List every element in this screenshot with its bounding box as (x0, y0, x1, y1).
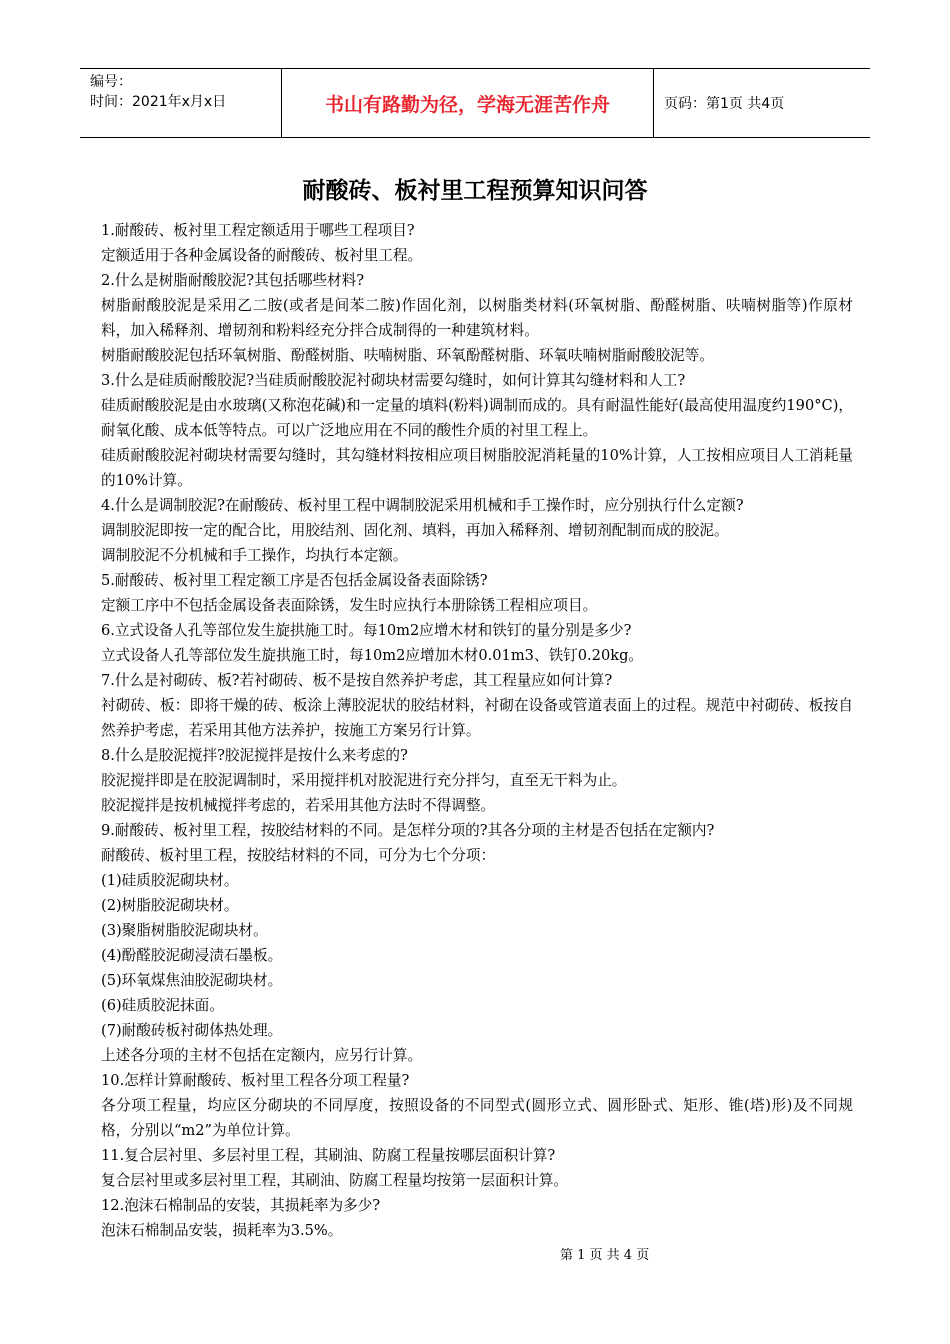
paragraph: 11.复合层衬里、多层衬里工程，其刷油、防腐工程量按哪层面积计算? (101, 1147, 556, 1164)
paragraph: 硅质耐酸胶泥是由水玻璃(又称泡花碱)和一定量的填料(粉料)调制而成的。具有耐温性能好(最高使用温度约190°C)，耐氧化酸、成本低等特点。可以广泛地应用在不同的酸性介质的衬里工程上。 (101, 397, 853, 439)
document-title: 耐酸砖、板衬里工程预算知识问答 (302, 178, 648, 204)
paragraph: 2.什么是树脂耐酸胶泥?其包括哪些材料? (101, 272, 365, 289)
paragraph: 立式设备人孔等部位发生旋拱施工时，每10m2应增加木材0.01m3、铁钉0.20kg。 (101, 647, 644, 664)
paragraph: 上述各分项的主材不包括在定额内，应另行计算。 (101, 1047, 423, 1064)
paragraph: 10.怎样计算耐酸砖、板衬里工程各分项工程量? (101, 1072, 410, 1089)
list-item: (2)树脂胶泥砌块材。 (101, 897, 239, 914)
paragraph: 树脂耐酸胶泥包括环氧树脂、酚醛树脂、呋喃树脂、环氧酚醛树脂、环氧呋喃树脂耐酸胶泥等。 (101, 347, 714, 364)
paragraph: 8.什么是胶泥搅拌?胶泥搅拌是按什么来考虑的? (101, 747, 408, 764)
document-body (101, 218, 853, 1243)
paragraph: 5.耐酸砖、板衬里工程定额工序是否包括金属设备表面除锈? (101, 572, 488, 589)
paragraph: 泡沫石棉制品安装，损耗率为3.5%。 (101, 1222, 343, 1239)
header-motto: 书山有路勤为径，学海无涯苦作舟 (282, 69, 654, 137)
paragraph: 耐酸砖、板衬里工程，按胶结材料的不同，可分为七个分项： (101, 847, 496, 864)
list-item: (5)环氧煤焦油胶泥砌块材。 (101, 972, 283, 989)
list-item: (7)耐酸砖板衬砌体热处理。 (101, 1022, 283, 1039)
paragraph: 复合层衬里或多层衬里工程，其刷油、防腐工程量均按第一层面积计算。 (101, 1172, 569, 1189)
paragraph: 7.什么是衬砌砖、板?若衬砌砖、板不是按自然养护考虑，其工程量应如何计算? (101, 672, 613, 689)
paragraph: 树脂耐酸胶泥是采用乙二胺(或者是间苯二胺)作固化剂，以树脂类材料(环氧树脂、酚醛树脂、呋喃树脂等)作原材料，加入稀释剂、增韧剂和粉料经充分拌合成制得的一种建筑材料。 (101, 297, 853, 339)
paragraph: 12.泡沫石棉制品的安装，其损耗率为多少? (101, 1197, 381, 1214)
paragraph: 调制胶泥不分机械和手工操作，均执行本定额。 (101, 547, 408, 564)
paragraph: 衬砌砖、板：即将干燥的砖、板涂上薄胶泥状的胶结材料，衬砌在设备或管道表面上的过程。规范中衬砌砖、板按自然养护考虑，若采用其他方法养护，按施工方案另行计算。 (101, 697, 853, 739)
paragraph: 定额工序中不包括金属设备表面除锈，发生时应执行本册除锈工程相应项目。 (101, 597, 598, 614)
paragraph: 1.耐酸砖、板衬里工程定额适用于哪些工程项目? (101, 222, 415, 239)
paragraph: 各分项工程量，均应区分砌块的不同厚度，按照设备的不同型式(圆形立式、圆形卧式、矩形、锥(塔)形)及不同规格，分别以“m2”为单位计算。 (101, 1097, 853, 1139)
paragraph: 6.立式设备人孔等部位发生旋拱施工时。每10m2应增木材和铁钉的量分别是多少? (101, 622, 632, 639)
paragraph: 定额适用于各种金属设备的耐酸砖、板衬里工程。 (101, 247, 423, 264)
paragraph: 3.什么是硅质耐酸胶泥?当硅质耐酸胶泥衬砌块材需要勾缝时，如何计算其勾缝材料和人工? (101, 372, 686, 389)
paragraph: 调制胶泥即按一定的配合比，用胶结剂、固化剂、填料，再加入稀释剂、增韧剂配制而成的胶泥。 (101, 522, 729, 539)
page-footer: 第 1 页 共 4 页 (560, 1248, 650, 1263)
list-item: (6)硅质胶泥抹面。 (101, 997, 224, 1014)
document-time-label: 时间：2021年x月x日 (90, 94, 227, 110)
header-info-cell (80, 69, 282, 137)
paragraph: 胶泥搅拌即是在胶泥调制时，采用搅拌机对胶泥进行充分拌匀，直至无干料为止。 (101, 772, 627, 789)
page-header (80, 68, 870, 138)
paragraph: 4.什么是调制胶泥?在耐酸砖、板衬里工程中调制胶泥采用机械和手工操作时，应分别执行什么定额? (101, 497, 744, 514)
paragraph: 胶泥搅拌是按机械搅拌考虑的，若采用其他方法时不得调整。 (101, 797, 496, 814)
document-number-label: 编号： (90, 74, 132, 90)
list-item: (1)硅质胶泥砌块材。 (101, 872, 239, 889)
list-item: (3)聚脂树脂胶泥砌块材。 (101, 922, 268, 939)
paragraph: 9.耐酸砖、板衬里工程，按胶结材料的不同。是怎样分项的?其各分项的主材是否包括在定额内? (101, 822, 715, 839)
paragraph: 硅质耐酸胶泥衬砌块材需要勾缝时，其勾缝材料按相应项目树脂胶泥消耗量的10%计算，人工按相应项目人工消耗量的10%计算。 (101, 447, 853, 489)
header-page-label: 页码：第1页 共4页 (664, 96, 785, 112)
list-item: (4)酚醛胶泥砌浸渍石墨板。 (101, 947, 283, 964)
